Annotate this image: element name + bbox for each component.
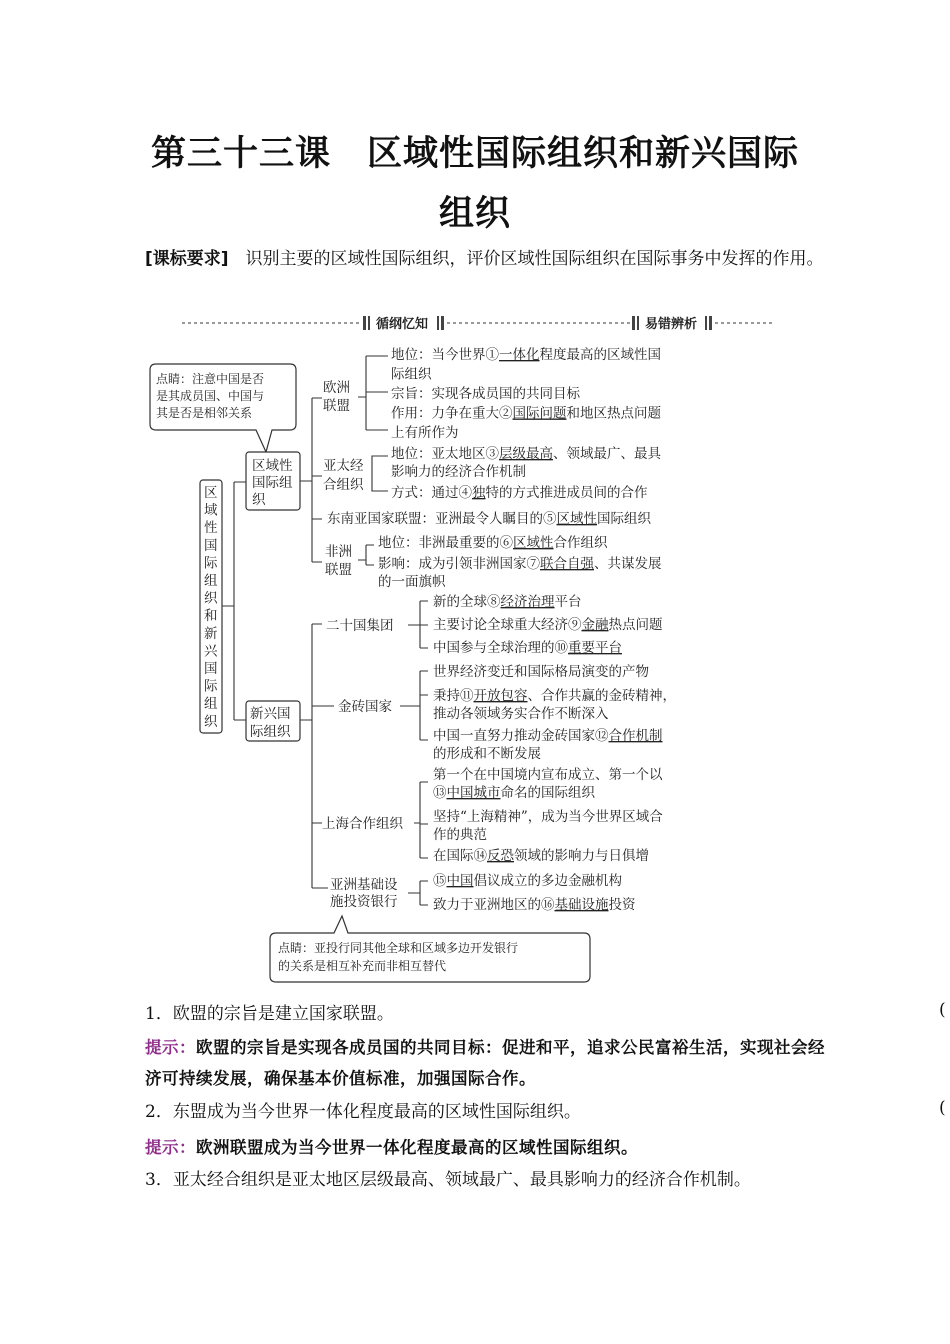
apec-lines [391, 445, 662, 501]
root-char: 织 [204, 713, 218, 730]
brics-label: 金砖国家 [338, 699, 392, 715]
map-line: ⑮中国倡议成立的多边金融机构 [433, 873, 622, 889]
eu-bracket [358, 356, 388, 430]
header-left-label: 循纲忆知 [376, 317, 429, 332]
note-bottom-line: 的关系是相互补充而非相互替代 [278, 959, 447, 973]
question-2: 2．东盟成为当今世界一体化程度最高的区域性国际组织。 [145, 1102, 581, 1122]
hint-2 [145, 1132, 825, 1163]
au-bracket [358, 545, 374, 565]
note-top-line: 点睛：注意中国是否 [156, 372, 265, 386]
note-bottom-line: 点睛：亚投行同其他全球和区域多边开发银行 [278, 941, 519, 955]
answer-blank: 区域性 [513, 535, 554, 551]
map-line: 第一个在中国境内宣布成立、第一个以 [433, 767, 663, 783]
root-char: 兴 [204, 643, 218, 660]
map-line: 影响力的经济合作机制 [391, 464, 526, 480]
answer-blank: 经济治理 [500, 594, 555, 610]
sco-bracket [414, 782, 428, 858]
g20-bracket [408, 601, 428, 648]
root-char: 性 [204, 520, 218, 537]
regional-label: 织 [252, 492, 266, 508]
map-line: 影响：成为引领非洲国家⑦联合自强、共谋发展 [378, 556, 662, 572]
g20-lines [433, 593, 663, 656]
header-bar [632, 316, 635, 330]
question-1: 1．欧盟的宗旨是建立国家联盟。 [145, 1004, 394, 1024]
map-line: 际组织 [391, 366, 432, 383]
answer-blank: 中国城市 [446, 785, 501, 801]
au-label: 联盟 [325, 562, 352, 578]
map-line: 作用：力争在重大②国际问题和地区热点问题 [391, 405, 661, 422]
aiib-label: 亚洲基础设 [330, 877, 398, 893]
header-right-label: 易错辨析 [645, 317, 698, 332]
header-bar [705, 316, 707, 330]
regional-label: 国际组 [252, 475, 293, 491]
question-3: 3．亚太经合组织是亚太地区层级最高、领域最广、最具影响力的经济合作机制。 [145, 1170, 751, 1190]
answer-blank: 合作机制 [608, 728, 663, 744]
map-line: 宗旨：实现各成员国的共同目标 [391, 386, 580, 402]
apec-label: 亚太经 [323, 458, 364, 474]
emerging-label: 际组织 [250, 724, 291, 740]
map-line: 方式：通过④独特的方式推进成员间的合作 [391, 485, 648, 501]
answer-blank: 基础设施 [554, 897, 609, 913]
root-char: 和 [204, 608, 218, 625]
map-line: 在国际⑭反恐领域的影响力与日俱增 [433, 848, 649, 864]
map-line: 世界经济变迁和国际格局演变的产物 [433, 664, 649, 680]
requirement-text: 识别主要的区域性国际组织，评价区域性国际组织在国际事务中发挥的作用。 [228, 249, 824, 269]
map-line: 致力于亚洲地区的⑯基础设施投资 [433, 897, 636, 913]
header-bar [637, 316, 639, 330]
map-line: 主要讨论全球重大经济⑨金融热点问题 [433, 617, 663, 633]
answer-blank: 中国 [446, 873, 474, 889]
root-char: 组 [204, 696, 218, 713]
answer-blank: 重要平台 [568, 640, 622, 656]
root-char: 组 [204, 573, 218, 589]
map-line: 地位：当今世界①一体化程度最高的区域性国 [391, 347, 661, 363]
root-text [204, 485, 218, 730]
map-line: 上有所作为 [391, 425, 459, 441]
requirement-label: [课标要求] [145, 249, 229, 269]
map-line: 新的全球⑧经济治理平台 [433, 594, 582, 610]
answer-blank: 开放包容 [473, 688, 528, 704]
emerging-bracket [300, 624, 328, 888]
map-line: ⑬中国城市命名的国际组织 [433, 785, 595, 801]
au-lines [378, 534, 662, 590]
map-line: 东南亚国家联盟：亚洲最令人瞩目的⑤区域性国际组织 [327, 511, 651, 527]
root-char: 域 [204, 502, 218, 519]
page-title-line2: 组织 [438, 194, 511, 234]
answer-blank: 层级最高 [499, 446, 553, 462]
sco-lines [433, 766, 663, 864]
answer-blank: 国际问题 [512, 405, 567, 422]
root-char: 国 [204, 537, 218, 554]
regional-bracket [300, 398, 322, 562]
root-char: 新 [204, 625, 218, 642]
map-line: 的一面旗帜 [378, 574, 446, 590]
hint-text: 欧盟的宗旨是实现各成员国的共同目标：促进和平，追求公民富裕生活，实现社会经济可持续发展，确保基本价值标准，加强国际合作。 [145, 1038, 825, 1088]
regional-label: 区域性 [252, 458, 293, 474]
answer-paren-2[interactable]: ( [939, 1098, 946, 1118]
aiib-lines [433, 872, 636, 913]
map-line: 中国参与全球治理的⑩重要平台 [433, 640, 622, 656]
aiib-bracket [408, 881, 428, 905]
root-char: 际 [204, 555, 218, 572]
hint-label: 提示： [145, 1138, 196, 1157]
root-char: 织 [204, 590, 218, 607]
hint-label: 提示： [145, 1038, 196, 1057]
map-line: 作的典范 [433, 827, 487, 843]
answer-blank: 一体化 [499, 347, 540, 363]
brics-lines [433, 663, 676, 762]
note-top-line: 是其成员国、中国与 [156, 389, 265, 403]
header-bar [709, 316, 712, 330]
answer-blank: 独 [472, 485, 486, 501]
hint-1 [145, 1032, 825, 1094]
root-char: 区 [204, 485, 218, 501]
map-line: 地位：非洲最重要的⑥区域性合作组织 [378, 535, 608, 551]
answer-blank: 联合自强 [540, 556, 594, 572]
header-bar [437, 316, 439, 330]
sco-label: 上海合作组织 [322, 816, 403, 832]
header-bar [363, 316, 366, 330]
header-bar [441, 316, 444, 330]
eu-lines [391, 346, 661, 441]
eu-label: 欧洲 [323, 380, 350, 396]
au-label: 非洲 [325, 544, 352, 560]
header-bar [368, 316, 370, 330]
map-line: 推动各领域务实合作不断深入 [433, 706, 609, 722]
asean-line [327, 510, 651, 527]
apec-label: 合组织 [323, 477, 364, 493]
root-bracket [222, 482, 246, 720]
root-char: 际 [204, 678, 218, 695]
map-line: 地位：亚太地区③层级最高、领域最广、最具 [391, 446, 661, 462]
answer-paren-1[interactable]: ( [939, 1000, 946, 1020]
root-char: 国 [204, 661, 218, 677]
hint-text: 欧洲联盟成为当今世界一体化程度最高的区域性国际组织。 [196, 1138, 638, 1157]
answer-blank: 金融 [581, 617, 609, 633]
aiib-label: 施投资银行 [330, 894, 398, 910]
page-title-line1: 第三十三课 区域性国际组织和新兴国际 [150, 134, 799, 174]
answer-blank: 反恐 [487, 848, 514, 864]
emerging-label: 新兴国 [250, 706, 291, 722]
map-line: 坚持“上海精神”，成为当今世界区域合 [433, 809, 663, 825]
map-line: 中国一直努力推动金砖国家⑫合作机制 [433, 728, 663, 744]
answer-blank: 区域性 [556, 511, 597, 527]
eu-label: 联盟 [323, 398, 350, 414]
note-top-line: 其是否是相邻关系 [156, 406, 253, 420]
g20-label: 二十国集团 [326, 618, 394, 634]
map-line: 秉持⑪开放包容、合作共赢的金砖精神， [433, 688, 676, 704]
map-line: 的形成和不断发展 [433, 746, 541, 762]
apec-bracket [372, 456, 388, 491]
